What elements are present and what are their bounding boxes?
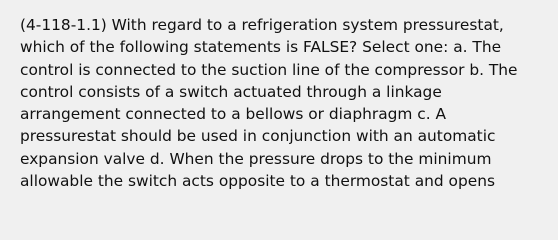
question-text: (4-118-1.1) With regard to a refrigeration system pressurestat, which of the following statements is FALSE? Select one: a. The control is connected to the suction line of the compressor b. The control consists of a switch actuated through a linkage arrangement connected to a bellows or diaphragm c. A pressurestat should be used in conjunction with an automatic expansion valve d. When the pressure drops to the minimum allowable the switch acts opposite to a thermostat and opens [20,16,518,191]
